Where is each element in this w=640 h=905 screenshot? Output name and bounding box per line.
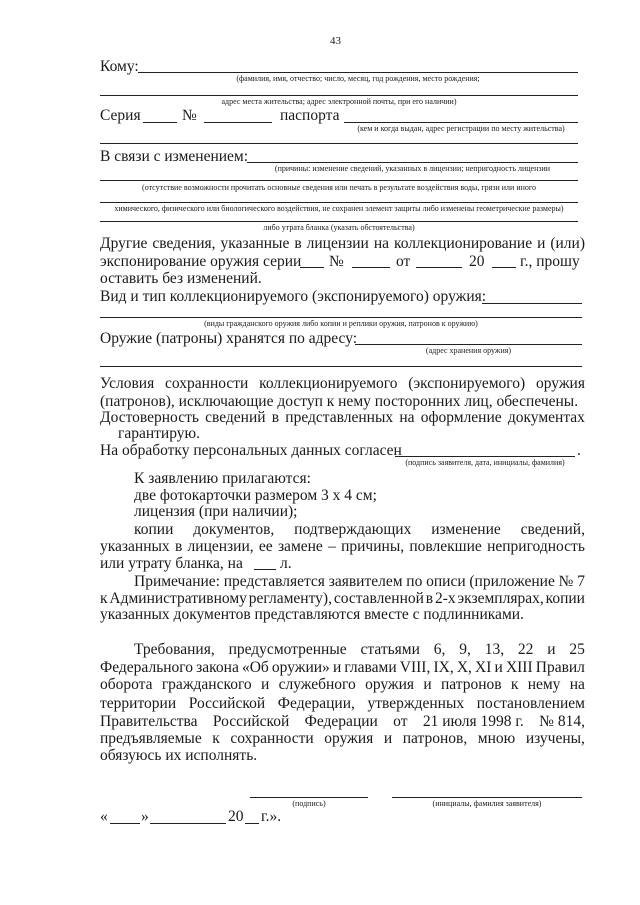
page-number: 43 (330, 35, 341, 47)
consent-label: На обработку персональных данных согласен (100, 442, 402, 459)
address-line[interactable] (100, 95, 578, 96)
date-day-field[interactable] (110, 823, 140, 824)
number-sign: № (182, 107, 197, 124)
copies-line-3-text: или утрату бланка, на (100, 555, 243, 572)
requirements-line-6: предъявляемые к сохранности оружия и патронов, мною изучены, (100, 730, 585, 747)
change-line-2[interactable] (100, 180, 578, 181)
signature-field[interactable] (250, 797, 368, 798)
other-info-number-sign: № (329, 253, 344, 270)
other-info-line-3: оставить без изменений. (100, 270, 262, 287)
date-end: г.». (261, 808, 282, 825)
passport-label: паспорта (280, 107, 340, 124)
weapon-series-field[interactable] (300, 267, 324, 268)
other-info-line-1: Другие сведения, указанные в лицензии на коллекционирование и (или) (100, 235, 585, 252)
reliability-line-1: Достоверность сведений в представленных на оформление документах (100, 409, 585, 426)
storage-line-2[interactable] (100, 366, 582, 367)
date-open-quote: « (100, 808, 108, 825)
recipient-line[interactable] (138, 72, 578, 73)
requirements-line-7: обязуюсь их исполнять. (100, 747, 258, 764)
note-line-3: указанных документов представляются вместе с подлинниками. (100, 606, 524, 623)
kind-field[interactable] (482, 303, 582, 304)
change-line-4[interactable] (100, 221, 578, 222)
series-field[interactable] (143, 122, 177, 123)
other-info-year: 20 (469, 253, 485, 270)
reasons-caption: (причины: изменение сведений, указанных в лицензии; непригодность лицензии (274, 164, 551, 173)
kinds-caption: (виды гражданского оружия либо копии и реплики оружия, патронов к оружию) (204, 319, 478, 328)
passport-field[interactable] (344, 122, 578, 123)
reasons-caption-2: (отсутствие возможности прочитать основные сведения или печать в результате воздействия воды, грязи или иного (142, 183, 536, 192)
weapon-date-field[interactable] (416, 267, 462, 268)
storage-address-field[interactable] (355, 344, 582, 345)
reasons-caption-3: химического, физического или биологического воздействия, не сохранен элемент защиты либо изменены геометрические размеры) (114, 204, 564, 213)
reasons-caption-4: либо утрата бланка (указать обстоятельства) (263, 223, 415, 232)
change-field[interactable] (247, 162, 578, 163)
attached-heading: К заявлению прилагаются: (134, 470, 311, 487)
date-year-field[interactable] (245, 823, 259, 824)
passport-line-2[interactable] (100, 143, 578, 144)
consent-signature-field[interactable] (395, 456, 575, 457)
date-year-prefix: 20 (228, 808, 244, 825)
kind-label: Вид и тип коллекционируемого (экспонируемого) оружия: (100, 288, 487, 305)
note-line-2: к Административному регламенту), составленной в 2-х экземплярах, копии (100, 590, 585, 607)
copies-line-2: указанных в лицензии, ее замене – причины, повлекшие непригодность (100, 538, 585, 555)
requirements-line-4: территории Российской Федерации, утвержденных постановлением (100, 695, 585, 712)
series-label: Серия (100, 107, 141, 124)
reliability-line-2: гарантирую. (118, 425, 200, 442)
attached-photos: две фотокарточки размером 3 х 4 см; (134, 487, 377, 504)
passport-caption: (кем и когда выдан, адрес регистрации по месту жительства) (357, 124, 565, 133)
fio-caption: (фамилия, имя, отчество; число, месяц, год рождения, место рождения; (236, 74, 480, 83)
requirements-line-5: Правительства Российской Федерации от 21 июля 1998 г. № 814, (100, 713, 585, 730)
note-line-1: Примечание: представляется заявителем по описи (приложение № 7 (134, 573, 585, 590)
other-info-from: от (396, 253, 411, 270)
initials-caption: (инициалы, фамилия заявителя) (432, 799, 542, 808)
other-info-line-2-end: г., прошу (520, 253, 580, 270)
storage-caption: (адрес хранения оружия) (425, 346, 512, 355)
kind-line-2[interactable] (100, 317, 582, 318)
copies-line-3-end: л. (280, 555, 292, 572)
stored-label: Оружие (патроны) хранятся по адресу: (100, 330, 358, 347)
other-info-line-2-text: экспонирование оружия серии (100, 253, 302, 270)
to-label: Кому: (100, 58, 139, 75)
weapon-number-field[interactable] (352, 267, 390, 268)
conditions-line-2: (патронов), исключающие доступ к нему посторонних лиц, обеспечены. (100, 393, 579, 410)
copies-line-1: копии документов, подтверждающих изменение сведений, (134, 521, 585, 538)
consent-dot: . (577, 442, 581, 459)
address-caption: адрес места жительства; адрес электронной почты, при его наличии) (221, 97, 457, 106)
date-month-field[interactable] (150, 823, 226, 824)
requirements-line-3: оборота гражданского и служебного оружия и патронов к нему на (100, 676, 585, 693)
sheets-count-field[interactable] (254, 569, 276, 570)
weapon-year-field[interactable] (492, 267, 516, 268)
change-label: В связи с изменением: (100, 148, 249, 165)
signature-caption: (подпись) (292, 799, 326, 808)
requirements-line-2: Федерального закона «Об оружии» и главами VIII, IX, X, XI и XIII Правил (100, 659, 585, 676)
date-close-quote: » (141, 808, 149, 825)
attached-license: лицензия (при наличии); (134, 503, 298, 520)
sign-date-caption: (подпись заявителя, дата, инициалы, фамилия) (405, 458, 565, 467)
conditions-line-1: Условия сохранности коллекционируемого (экспонируемого) оружия (100, 375, 585, 392)
requirements-line-1: Требования, предусмотренные статьями 6, 9, 13, 22 и 25 (134, 641, 585, 658)
number-field[interactable] (204, 122, 272, 123)
change-line-3[interactable] (100, 202, 578, 203)
initials-field[interactable] (392, 797, 582, 798)
